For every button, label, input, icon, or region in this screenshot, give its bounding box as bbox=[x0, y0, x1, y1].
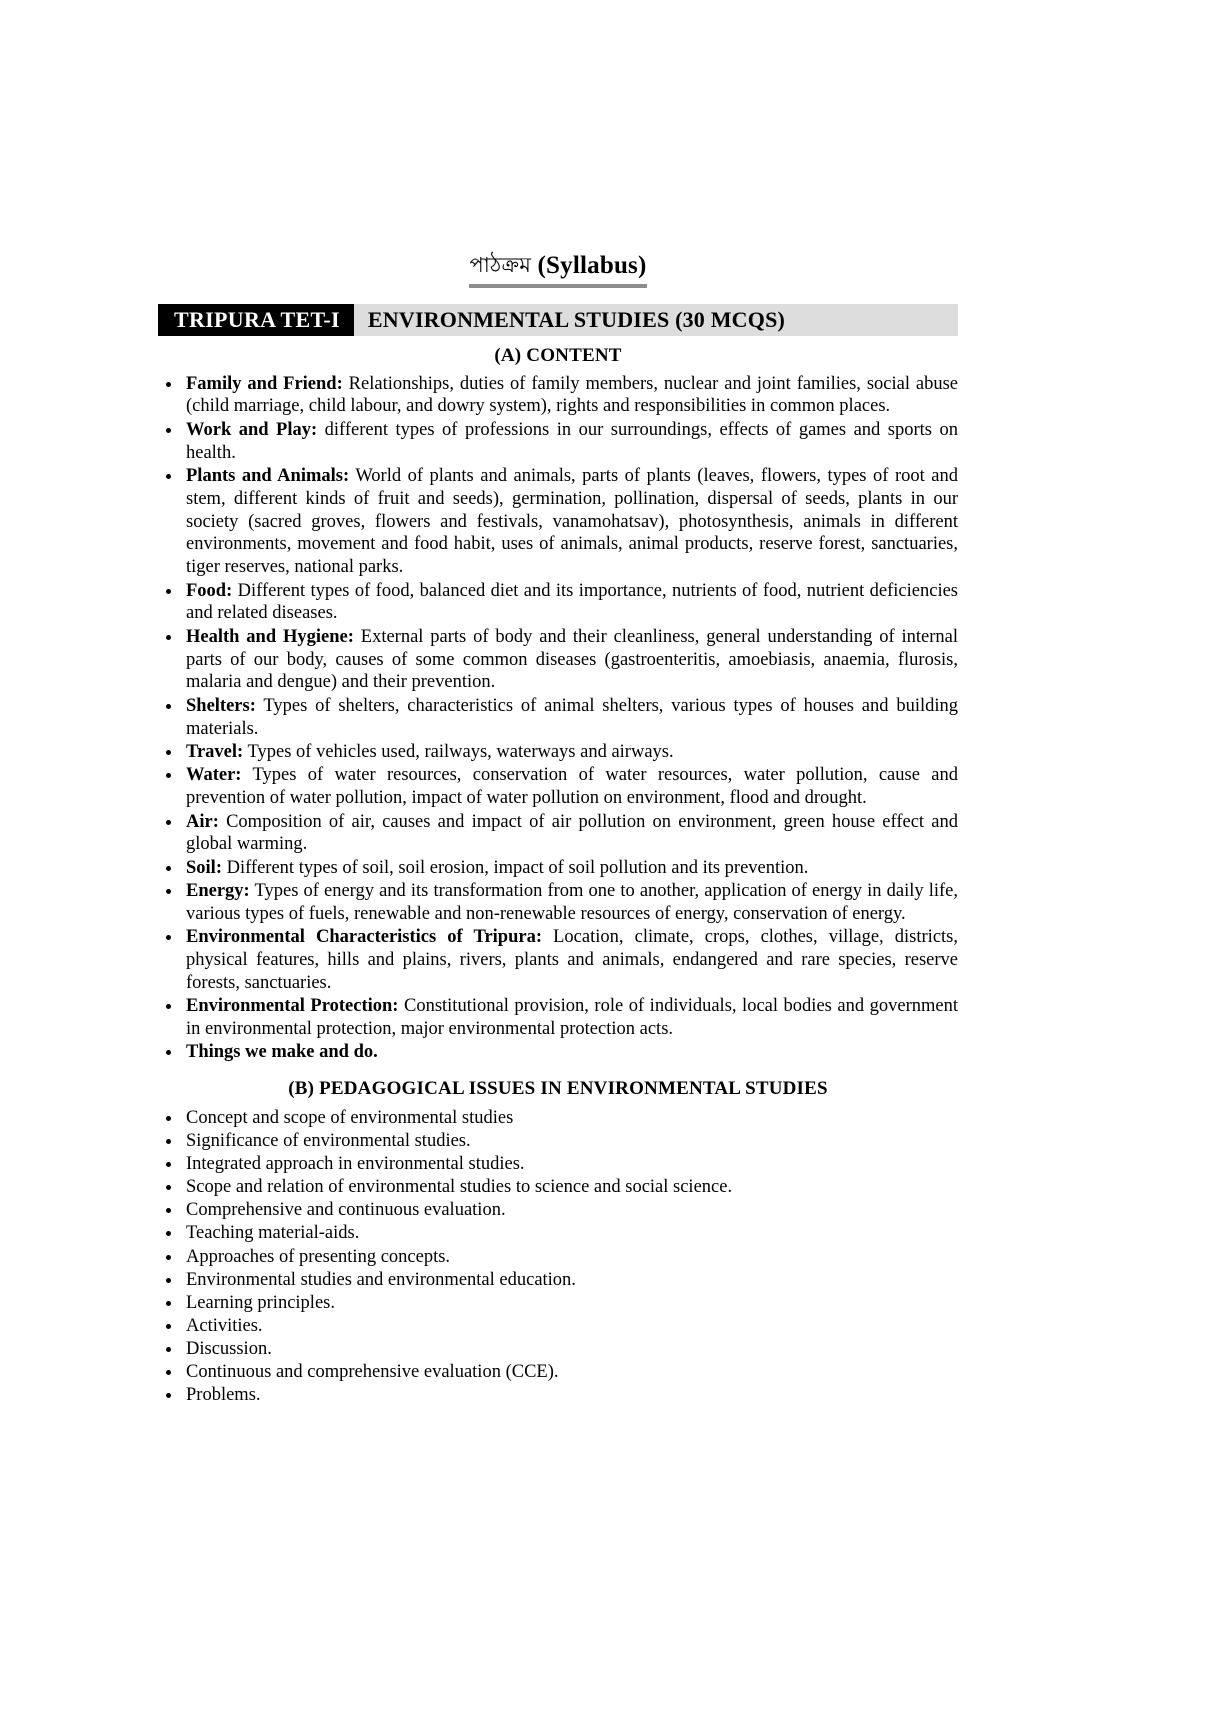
subject-banner bbox=[158, 304, 958, 336]
content-item-lead: Water: bbox=[186, 765, 242, 786]
pedagogy-list-item bbox=[158, 1292, 958, 1315]
content-item-lead: Health and Hygiene: bbox=[186, 626, 354, 647]
content-item-lead: Family and Friend: bbox=[186, 373, 343, 394]
content-item-lead: Environmental Protection: bbox=[186, 996, 399, 1017]
content-item-text: Types of vehicles used, railways, waterways and airways. bbox=[243, 742, 674, 762]
pedagogy-item-text: Activities. bbox=[186, 1315, 263, 1336]
content-item-text: Types of energy and its transformation from one to another, application of energy in daily life, various types of fuels, renewable and non-renewable resources of energy, conservation of energy. bbox=[186, 881, 958, 924]
content-list-item bbox=[158, 626, 958, 695]
section-a-heading: (A) CONTENT bbox=[494, 344, 622, 366]
pedagogy-list bbox=[158, 1107, 958, 1406]
pedagogy-item-text: Teaching material-aids. bbox=[186, 1223, 360, 1244]
pedagogy-list-item bbox=[158, 1153, 958, 1176]
content-item-text: Types of shelters, characteristics of animal shelters, various types of houses and building materials. bbox=[186, 695, 958, 739]
pedagogy-list-item bbox=[158, 1384, 958, 1407]
page-title-english: (Syllabus) bbox=[537, 252, 647, 279]
pedagogy-item-text: Concept and scope of environmental studies bbox=[186, 1108, 514, 1129]
content-item-lead: Shelters: bbox=[186, 695, 256, 716]
content-list-item bbox=[158, 373, 958, 419]
content-item-text: different types of professions in our surroundings, effects of games and sports on health. bbox=[186, 419, 958, 463]
content-list bbox=[158, 373, 958, 1065]
content-list-item bbox=[158, 741, 958, 764]
content-list-item bbox=[158, 419, 958, 465]
subject-title: ENVIRONMENTAL STUDIES (30 MCQS) bbox=[367, 306, 786, 332]
pedagogy-list-item bbox=[158, 1199, 958, 1222]
content-list-item bbox=[158, 995, 958, 1041]
content-item-text: External parts of body and their cleanliness, general understanding of internal parts of our body, causes of some common diseases (gastroenteritis, amoebiasis, anaemia, flurosis, malaria and dengue) and their prevention. bbox=[186, 626, 958, 693]
pedagogy-item-text: Environmental studies and environmental education. bbox=[186, 1269, 576, 1290]
content-list-item bbox=[158, 926, 958, 995]
pedagogy-item-text: Continuous and comprehensive evaluation (CCE). bbox=[186, 1361, 559, 1382]
content-item-lead: Soil: bbox=[186, 857, 222, 878]
content-list-item bbox=[158, 880, 958, 926]
content-list-item bbox=[158, 695, 958, 741]
content-list-item bbox=[158, 465, 958, 579]
pedagogy-item-text: Discussion. bbox=[186, 1338, 272, 1359]
content-item-text: Constitutional provision, role of individuals, local bodies and government in environmental protection, major environmental protection acts. bbox=[186, 996, 959, 1040]
content-item-lead: Work and Play: bbox=[186, 419, 318, 440]
pedagogy-list-item bbox=[158, 1176, 958, 1199]
content-item-lead: Environmental Characteristics of Tripura: bbox=[186, 927, 543, 948]
pedagogy-item-text: Scope and relation of environmental studies to science and social science. bbox=[186, 1177, 733, 1198]
syllabus-content bbox=[158, 252, 958, 1407]
pedagogy-list-item bbox=[158, 1315, 958, 1338]
content-list-item bbox=[158, 580, 958, 626]
page-title-underline bbox=[469, 252, 646, 288]
content-item-lead: Air: bbox=[186, 811, 219, 832]
page-title bbox=[158, 252, 958, 288]
content-item-lead: Energy: bbox=[186, 881, 250, 902]
content-item-text: Location, climate, crops, clothes, village, districts, physical features, hills and plains, rivers, plants and animals, endangered and rare species, reserve forests, sanctuaries. bbox=[186, 927, 958, 993]
exam-code-badge: TRIPURA TET-I bbox=[158, 304, 354, 336]
content-list-item bbox=[158, 857, 958, 880]
pedagogy-list-item bbox=[158, 1338, 958, 1361]
section-b-heading: (B) PEDAGOGICAL ISSUES IN ENVIRONMENTAL STUDIES bbox=[288, 1078, 828, 1100]
content-item-text: Different types of food, balanced diet and its importance, nutrients of food, nutrient deficiencies and related diseases. bbox=[186, 580, 958, 624]
content-item-lead: Things we make and do. bbox=[186, 1042, 378, 1063]
content-item-text: Relationships, duties of family members, nuclear and joint families, social abuse (child marriage, child labour, and dowry system), rights and responsibilities in common places. bbox=[186, 373, 959, 417]
content-list-item bbox=[158, 1041, 958, 1064]
content-item-lead: Plants and Animals: bbox=[186, 465, 350, 486]
content-item-lead: Food: bbox=[186, 580, 233, 601]
pedagogy-item-text: Significance of environmental studies. bbox=[186, 1131, 471, 1152]
pedagogy-item-text: Approaches of presenting concepts. bbox=[186, 1246, 451, 1267]
pedagogy-list-item bbox=[158, 1246, 958, 1269]
content-item-lead: Travel: bbox=[186, 742, 244, 762]
pedagogy-item-text: Integrated approach in environmental studies. bbox=[186, 1154, 525, 1175]
content-item-text: Types of water resources, conservation of water resources, water pollution, cause and prevention of water pollution, impact of water pollution on environment, flood and drought. bbox=[186, 765, 958, 809]
pedagogy-item-text: Learning principles. bbox=[186, 1292, 335, 1313]
content-item-text: Composition of air, causes and impact of air pollution on environment, green house effect and global warming. bbox=[186, 811, 958, 855]
pedagogy-list-item bbox=[158, 1130, 958, 1153]
content-list-item bbox=[158, 811, 958, 857]
pedagogy-list-item bbox=[158, 1222, 958, 1245]
content-list-item bbox=[158, 764, 958, 810]
content-item-text: Different types of soil, soil erosion, impact of soil pollution and its prevention. bbox=[221, 857, 809, 878]
pedagogy-list-item bbox=[158, 1269, 958, 1292]
content-item-text: World of plants and animals, parts of plants (leaves, flowers, types of root and stem, different kinds of fruit and seeds), germination, pollination, dispersal of seeds, plants in our society (sacred groves, flowers and festivals, vanamohatsav), photosynthesis, animals in different environments, movement and food habit, uses of animals, animal products, reserve forest, sanctuaries, tiger reserves, national parks. bbox=[186, 465, 958, 578]
page-title-bangla: পাঠক্রম bbox=[469, 253, 532, 277]
pedagogy-item-text: Comprehensive and continuous evaluation. bbox=[186, 1200, 506, 1221]
pedagogy-item-text: Problems. bbox=[186, 1384, 261, 1405]
pedagogy-list-item bbox=[158, 1107, 958, 1130]
pedagogy-list-item bbox=[158, 1361, 958, 1384]
